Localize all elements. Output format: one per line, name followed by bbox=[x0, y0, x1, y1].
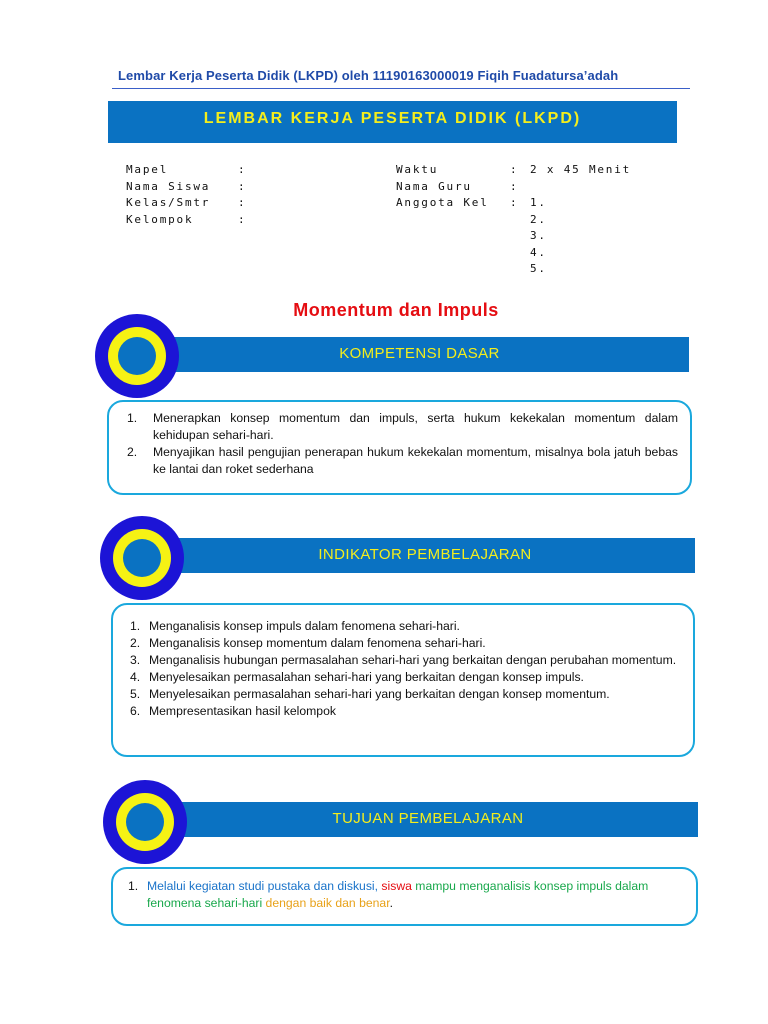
item-text: Menerapkan konsep momentum dan impuls, serta hukum kekekalan momentum dalam kehidupan sehari-hari. bbox=[153, 411, 678, 442]
list-item bbox=[130, 703, 677, 720]
info-value: 2 x 45 Menit bbox=[530, 163, 632, 176]
item-number: 3. bbox=[130, 653, 141, 667]
info-row-nama-siswa bbox=[126, 180, 246, 197]
item-text: Menyelesaikan permasalahan sehari-hari yang berkaitan dengan konsep momentum. bbox=[149, 687, 610, 701]
info-row-kelas bbox=[126, 196, 246, 213]
list-item bbox=[127, 444, 678, 478]
item-text: Menganalisis konsep momentum dalam fenomena sehari-hari. bbox=[149, 636, 486, 650]
item-number: 2. bbox=[130, 636, 141, 650]
info-right bbox=[396, 163, 631, 279]
member-row bbox=[396, 262, 631, 279]
header-divider bbox=[112, 88, 690, 89]
list-item bbox=[128, 878, 680, 912]
info-colon: : bbox=[238, 212, 247, 226]
section-bar-indikator bbox=[155, 538, 695, 573]
topic-heading: Momentum dan Impuls bbox=[293, 300, 499, 320]
section-title: INDIKATOR PEMBELAJARAN bbox=[318, 546, 532, 563]
item-text: Menyelesaikan permasalahan sehari-hari yang berkaitan dengan konsep impuls. bbox=[149, 670, 584, 684]
section-bar-tujuan bbox=[158, 802, 698, 837]
info-row-kelompok bbox=[126, 213, 246, 230]
info-label: Kelompok bbox=[126, 212, 194, 226]
info-value: 1. bbox=[530, 196, 547, 209]
info-colon: : bbox=[510, 163, 519, 176]
info-label: Waktu bbox=[396, 163, 439, 176]
info-label: Anggota Kel bbox=[396, 196, 489, 209]
member-number: 2. bbox=[530, 212, 547, 226]
info-colon: : bbox=[510, 196, 519, 209]
member-number: 3. bbox=[530, 229, 547, 242]
info-label: Nama Siswa bbox=[126, 179, 211, 193]
info-row-waktu bbox=[396, 163, 631, 180]
section-title: KOMPETENSI DASAR bbox=[339, 345, 500, 362]
target-icon bbox=[100, 516, 184, 600]
kompetensi-box bbox=[107, 400, 692, 495]
indikator-box bbox=[111, 603, 695, 757]
info-colon: : bbox=[238, 179, 247, 193]
item-number: 4. bbox=[130, 670, 141, 684]
info-left bbox=[126, 163, 246, 229]
member-row bbox=[396, 213, 631, 230]
item-number: 1. bbox=[130, 619, 141, 633]
item-text: Menganalisis hubungan permasalahan sehari-hari yang berkaitan dengan perubahan momentum. bbox=[149, 653, 677, 667]
section-bar-kompetensi bbox=[150, 337, 689, 372]
target-icon bbox=[95, 314, 179, 398]
info-colon: : bbox=[510, 179, 519, 193]
member-row bbox=[396, 229, 631, 246]
tujuan-box bbox=[111, 867, 698, 926]
item-number: 1. bbox=[127, 411, 138, 425]
tujuan-text-subject: siswa bbox=[381, 879, 412, 893]
member-number: 5. bbox=[530, 262, 547, 275]
list-item bbox=[130, 618, 677, 635]
tujuan-text-intro: Melalui kegiatan studi pustaka dan diskusi, bbox=[147, 879, 382, 893]
info-label: Kelas/Smtr bbox=[126, 196, 211, 209]
item-number: 6. bbox=[130, 704, 141, 718]
info-row-mapel bbox=[126, 163, 246, 180]
item-number: 1. bbox=[128, 879, 139, 893]
title-banner bbox=[108, 101, 677, 143]
info-colon: : bbox=[238, 196, 247, 209]
document-header: Lembar Kerja Peserta Didik (LKPD) oleh 11190163000019 Fiqih Fuadatursa’adah bbox=[118, 68, 619, 83]
item-number: 2. bbox=[127, 445, 138, 459]
info-colon: : bbox=[238, 163, 247, 176]
info-row-nama-guru bbox=[396, 180, 631, 197]
member-number: 4. bbox=[530, 245, 547, 259]
tujuan-text-period: . bbox=[389, 896, 393, 910]
item-text: Menyajikan hasil pengujian penerapan hukum kekekalan momentum, misalnya bola jatuh bebas ke lantai dan roket sederhana bbox=[153, 445, 678, 476]
info-label: Nama Guru bbox=[396, 179, 472, 193]
item-text: Menganalisis konsep impuls dalam fenomena sehari-hari. bbox=[149, 619, 460, 633]
section-title: TUJUAN PEMBELAJARAN bbox=[332, 810, 524, 827]
item-text: Mempresentasikan hasil kelompok bbox=[149, 704, 336, 718]
info-row-anggota bbox=[396, 196, 631, 213]
member-row bbox=[396, 246, 631, 263]
list-item bbox=[127, 410, 678, 444]
target-icon bbox=[103, 780, 187, 864]
info-label: Mapel bbox=[126, 163, 169, 176]
tujuan-text-degree: dengan baik dan benar bbox=[262, 896, 390, 910]
item-number: 5. bbox=[130, 687, 141, 701]
list-item bbox=[130, 652, 677, 669]
document-title: LEMBAR KERJA PESERTA DIDIK (LKPD) bbox=[203, 110, 582, 127]
list-item bbox=[130, 686, 677, 703]
list-item bbox=[130, 669, 677, 686]
tujuan-text-behavior: mampu menganalisis konsep impuls dalam fenomena sehari-hari bbox=[147, 879, 649, 910]
list-item bbox=[130, 635, 677, 652]
